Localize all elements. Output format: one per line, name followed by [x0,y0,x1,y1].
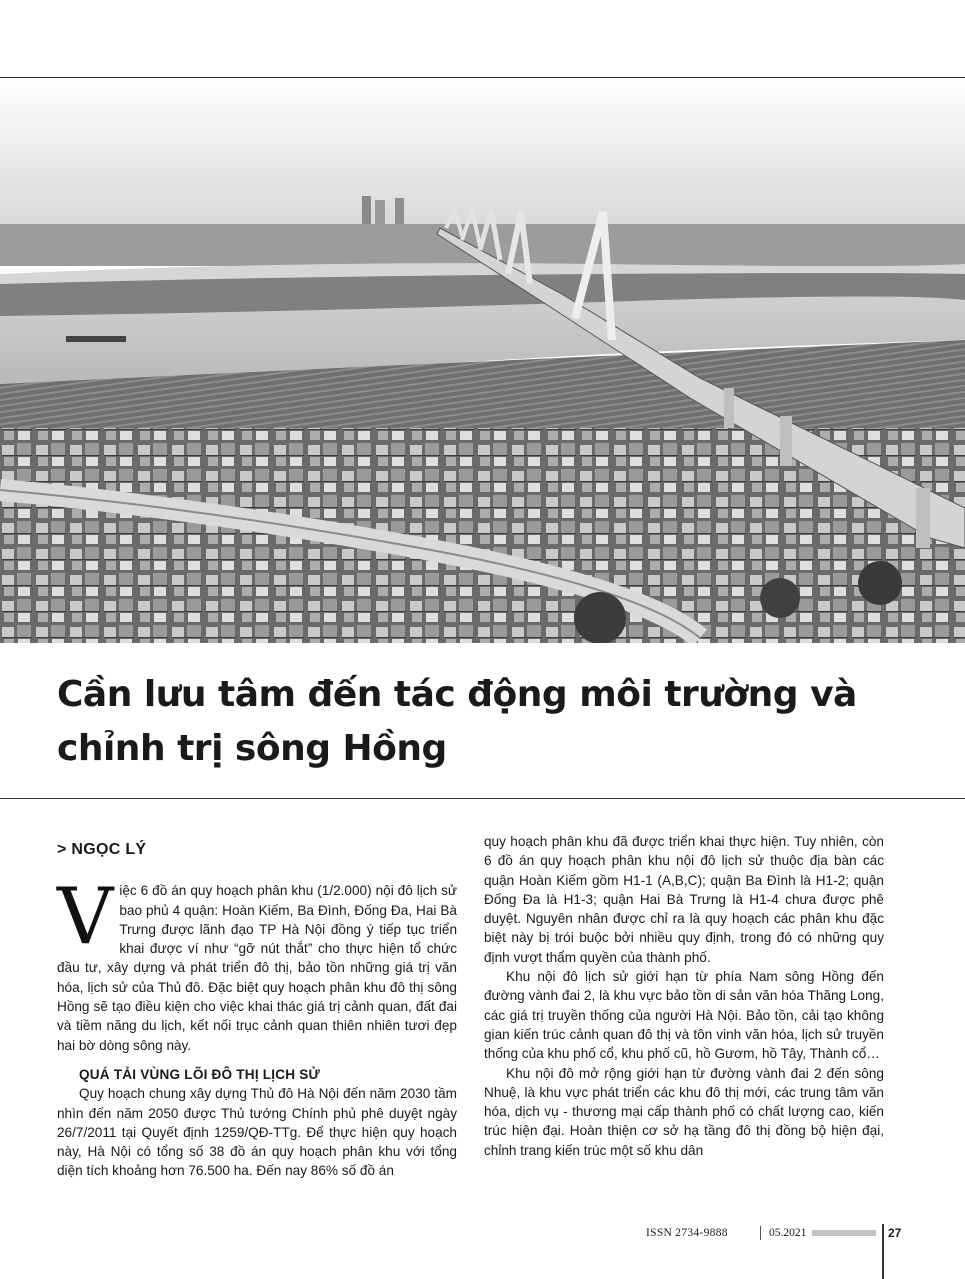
byline: > NGỌC LÝ [57,841,147,858]
aerial-bridge-illustration [0,78,965,643]
page-number: 27 [888,1226,902,1240]
right-column [484,832,884,1160]
intro-paragraph [57,872,457,1055]
right-paragraph-1: quy hoạch phân khu đã được triển khai thực hiện. Tuy nhiên, còn 6 đồ án quy hoạch phân khu nội đô lịch sử thuộc địa bàn các quận Hoàn Kiếm gồm H1-1 (A,B,C); quận Ba Đình là H1-2; quận Đống Đa là H1-3; quận Hai Bà Trưng là H1-4 chưa được phê duyệt. Nguyên nhân được chỉ ra là quy hoạch các phân khu đặc biệt này bị trói buộc bởi nhiều quy định, trong đó có những quy định vượt thẩm quyền của thành phố. [484,834,884,965]
title-line-2: chỉnh trị sông Hồng [57,728,447,769]
cover-photo-bridge-over-river [0,78,965,643]
left-column [57,840,457,1181]
issn-label: ISSN 2734-9888 [646,1227,728,1239]
footer-bar [812,1230,876,1236]
page-footer [0,1226,965,1246]
title-line-1: Cần lưu tâm đến tác động môi trường và [57,674,857,715]
intro-text: iệc 6 đồ án quy hoạch phân khu (1/2.000) nội đô lịch sử bao phủ 4 quận: Hoàn Kiếm, Ba Đình, Đống Đa, Hai Bà Trưng được lãnh đạo TP Hà Nội đồng ý tiếp tục triển khai được ví như “gỡ nút thắt” cho thực hiện tổ chức đầu tư, xây dựng và phát triển đô thị, bảo tồn những giá trị văn hóa, lịch sử của Thủ đô. Đặc biệt quy hoạch phân khu đô thị sông Hồng sẽ tạo điều kiện cho việc khai thác giá trị cảnh quan, đất đai và tiềm năng du lịch, kết nối trục cảnh quan thiên nhiên tươi đẹp hai bờ dòng sông này. [57,883,457,1053]
footer-separator [760,1226,761,1240]
footer-vertical-rule [882,1224,884,1279]
issue-date: 05.2021 [769,1227,807,1239]
article-title [57,668,937,776]
left-paragraph-2: Quy hoạch chung xây dựng Thủ đô Hà Nội đến năm 2030 tầm nhìn đến năm 2050 được Thủ tướng Chính phủ phê duyệt ngày 26/7/2011 tại Quyết định 1259/QĐ-TTg. Để thực hiện quy hoạch này, Hà Nội có tổng số 38 đồ án quy hoạch phân khu với tổng diện tích khoảng hơn 76.500 ha. Đến nay 86% số đồ án [57,1086,457,1179]
right-paragraph-3: Khu nội đô mở rộng giới hạn từ đường vành đai 2 đến sông Nhuệ, là khu vực phát triển các khu đô thị mới, các trung tâm văn hóa, dịch vụ - thương mại cấp thành phố có chất lượng cao, kiến trúc hiện đại. Hoàn thiện cơ sở hạ tầng đô thị đồng bộ hiện đại, chỉnh trang kiến trúc một số khu dân [484,1065,884,1158]
section-subhead: QUÁ TẢI VÙNG LÕI ĐÔ THỊ LỊCH SỬ [79,1066,321,1082]
title-divider [0,798,965,799]
right-paragraph-2: Khu nội đô lịch sử giới hạn từ phía Nam sông Hồng đến đường vành đai 2, là khu vực bảo tồn di sản văn hóa Thăng Long, các giá trị truyền thống của người Hà Nội. Bảo tồn, cải tạo không gian kiến trúc cảnh quan đô thị và tôn vinh văn hóa, lịch sử truyền thống của khu phố cổ, khu phố cũ, hồ Gươm, hồ Tây, Thành cổ… [484,969,884,1062]
dropcap-letter: V [57,872,114,963]
